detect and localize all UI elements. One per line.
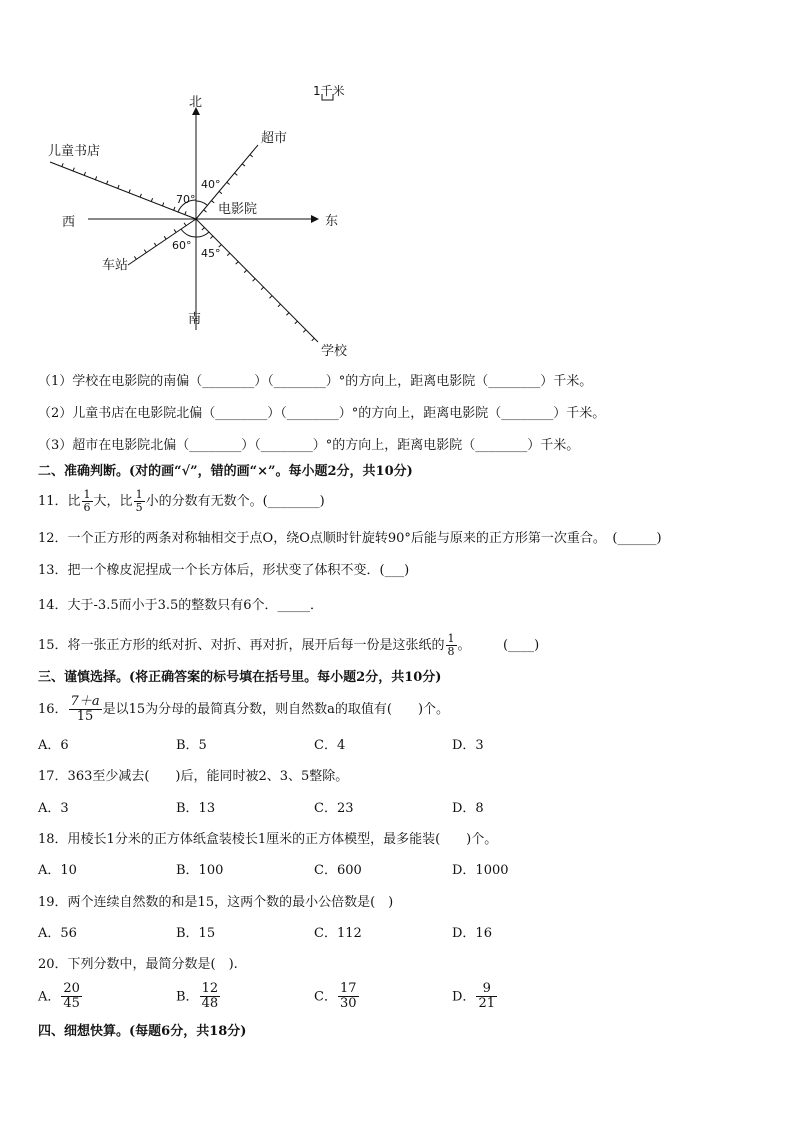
q15-text-a: 15．将一张正方形的纸对折、对折、再对折，展开后每一份是这张纸的 [38,638,445,653]
q20-option-d-fraction: $\frac{9}{21}$ [478,981,495,1012]
ray-tick [185,211,186,214]
ray-tick [269,296,272,299]
ray-tick [278,304,281,307]
bookstore-label: 儿童书店 [48,144,101,159]
q20-option-c[interactable]: C． $\frac{17}{30}$ [314,981,357,1012]
q15-text-b: 。 (____) [457,638,540,653]
q18-option-a[interactable]: A．10 [38,863,77,878]
center-label: 电影院 [218,202,258,217]
question-15 [38,628,539,664]
angle-label-station: 60° [172,239,192,252]
q11-text-c: 小的分数有无数个。(________) [145,494,325,509]
north-label: 北 [189,95,203,110]
q16-option-d[interactable]: D．3 [452,738,484,753]
west-label: 西 [62,215,76,230]
ray-tick [244,270,247,273]
fill-question-1: （1）学校在电影院的南偏（________）（________）°的方向上，距离电影院（________）千米。 [38,374,593,389]
ray-tick [202,228,205,231]
station-label: 车站 [102,258,129,273]
fill-question-2: （2）儿童书店在电影院北偏（________）（________）°的方向上，距离电影院（________）千米。 [38,406,606,421]
q17-option-c[interactable]: C．23 [314,801,354,816]
q11-fraction-1: $\frac{1}{6}$ [83,487,91,514]
ray-tick [242,164,245,166]
section-2-title: 二、准确判断。(对的画“√”，错的画“×”。每小题2分，共10分) [38,464,413,479]
angle-arc-sw [181,229,196,237]
scale-label: 1千米 [313,84,345,98]
q19-option-c[interactable]: C．112 [314,926,362,941]
ray-tick [253,279,256,282]
ray-tick [162,203,163,206]
q16-number: 16． [38,702,68,717]
q20-option-b-fraction: $\frac{12}{48}$ [201,981,219,1012]
ray-tick [84,172,85,175]
supermarket-label: 超市 [261,131,288,146]
ray-tick [95,176,96,179]
ray-tick [210,236,213,239]
ray-tick [286,313,289,316]
q20-option-a-fraction: $\frac{20}{45}$ [63,981,80,1012]
ray-tick [227,182,230,184]
q17-option-a[interactable]: A．3 [38,801,69,816]
angle-label-school: 45° [201,247,221,260]
question-17: 17．363至少减去( )后，能同时被2、3、5整除。 [38,769,349,784]
q15-fraction: $\frac{1}{8}$ [447,631,455,658]
q11-text-b: 大，比 [93,494,133,509]
ray-tick [236,262,239,265]
ray-tick [303,330,306,333]
ray-tick [107,181,108,184]
ray-tick [174,229,176,232]
q17-option-b[interactable]: B．13 [176,801,216,816]
q20-option-b[interactable]: B． $\frac{12}{48}$ [176,981,219,1012]
ray-school [196,219,318,342]
ray-tick [250,155,253,157]
q17-option-d[interactable]: D．8 [452,801,484,816]
ray-tick [174,207,175,210]
ray-tick [204,210,207,212]
angle-label-supermarket: 40° [201,178,221,191]
ray-tick [73,168,74,171]
section-3-title: 三、谨慎选择。(将正确答案的标号填在括号里。每小题2分，共10分) [38,670,442,685]
question-13: 13．把一个橡皮泥捏成一个长方体后，形状变了体积不变．(___) [38,563,410,578]
ray-tick [134,256,136,259]
school-label: 学校 [321,344,348,359]
q18-option-c[interactable]: C．600 [314,863,362,878]
ray-tick [312,338,315,341]
ray-tick [62,163,63,166]
q19-option-d[interactable]: D．16 [452,926,492,941]
q20-option-c-fraction: $\frac{17}{30}$ [339,981,357,1012]
angle-arc-se [196,232,209,237]
ray-tick [261,287,264,290]
direction-map [0,0,794,370]
angle-arc-ne [196,201,207,205]
q20-option-a[interactable]: A． $\frac{20}{45}$ [38,981,80,1012]
question-18: 18．用棱长1分米的正方体纸盒装棱长1厘米的正方体模型，最多能装( )个。 [38,832,498,847]
q19-option-a[interactable]: A．56 [38,926,77,941]
section-4-title: 四、细想快算。(每题6分，共18分) [38,1024,247,1039]
question-19: 19．两个连续自然数的和是15，这两个数的最小公倍数是( ) [38,895,394,910]
q16-fraction: $\frac{7+a}{15}$ [70,693,100,724]
question-11 [38,485,325,519]
ray-tick [295,321,298,324]
question-14: 14．大于-3.5而小于3.5的整数只有6个．_____． [38,598,324,613]
ray-tick [235,173,238,175]
angle-label-bookstore: 70° [176,193,196,206]
question-16 [38,690,449,730]
ray-tick [184,223,186,226]
question-12: 12．一个正方形的两条对称轴相交于点O，绕O点顺时针旋转90°后能与原来的正方形第一次重合。 (______) [38,531,662,546]
south-label: 南 [188,312,202,327]
q16-option-c[interactable]: C．4 [314,738,346,753]
ray-tick [227,253,230,256]
fill-question-3: （3）超市在电影院北偏（________）（________）°的方向上，距离电影院（________）千米。 [38,438,580,453]
q16-option-a[interactable]: A．6 [38,738,69,753]
ray-tick [151,198,152,201]
ray-tick [164,236,166,239]
q18-option-b[interactable]: B．100 [176,863,224,878]
q11-fraction-2: $\frac{1}{5}$ [135,487,143,514]
q11-text-a: 11．比 [38,494,81,509]
q16-text: 是以15为分母的最简真分数，则自然数a的取值有( )个。 [102,702,450,717]
ray-tick [144,250,146,253]
ray-tick [219,191,222,193]
question-20: 20．下列分数中，最简分数是( ). [38,957,238,972]
q20-option-d[interactable]: D． $\frac{9}{21}$ [452,981,495,1012]
ray-tick [129,189,130,192]
ray-tick [211,201,214,203]
q19-option-b[interactable]: B．15 [176,926,216,941]
q16-option-b[interactable]: B．5 [176,738,207,753]
ray-tick [140,194,141,197]
q18-option-d[interactable]: D．1000 [452,863,509,878]
ray-tick [118,185,119,188]
ray-tick [154,243,156,246]
east-label: 东 [325,214,339,229]
